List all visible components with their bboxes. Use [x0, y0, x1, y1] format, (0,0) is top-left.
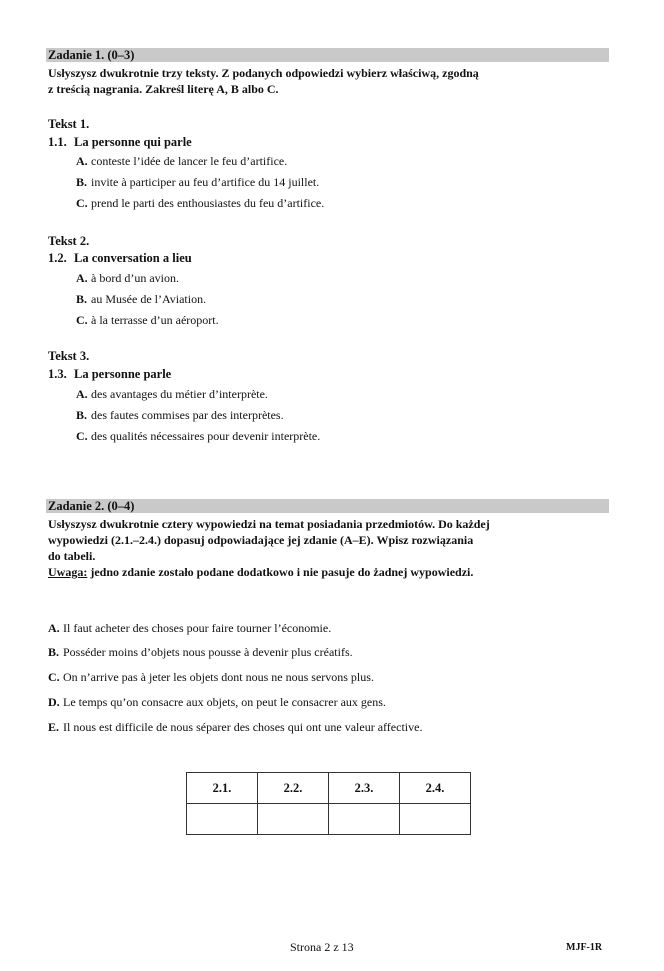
option-letter: A. — [76, 271, 88, 285]
statement-text: On n’arrive pas à jeter les objets dont nous ne nous servons plus. — [63, 670, 374, 684]
statement-e — [48, 720, 422, 735]
statement-text: Il faut acheter des choses pour faire tourner l’économie. — [63, 621, 332, 635]
option-letter: A. — [76, 387, 88, 401]
page-number: Strona 2 z 13 — [290, 940, 354, 954]
text1-title: Tekst 1. — [48, 117, 90, 131]
option-1-3-c[interactable] — [76, 429, 320, 444]
option-letter: B. — [76, 175, 88, 189]
task1-instruction — [48, 65, 608, 97]
task2-instruction-line3: do tabeli. — [48, 549, 96, 563]
task1-instruction-line2: z treścią nagrania. Zakreśl literę A, B albo C. — [48, 82, 279, 96]
question-1-3 — [48, 367, 171, 382]
answer-header-2-4: 2.4. — [400, 773, 471, 804]
option-text: conteste l’idée de lancer le feu d’artifice. — [91, 154, 288, 168]
option-letter: A. — [76, 154, 88, 168]
question-text: La conversation a lieu — [74, 251, 192, 265]
option-text: au Musée de l’Aviation. — [91, 292, 207, 306]
statement-letter: E. — [48, 720, 60, 734]
option-text: des qualités nécessaires pour devenir interprète. — [91, 429, 321, 443]
question-text: La personne qui parle — [74, 135, 192, 149]
option-letter: C. — [76, 313, 88, 327]
answer-cell-2-2[interactable] — [258, 804, 329, 835]
option-text: des avantages du métier d’interprète. — [91, 387, 268, 401]
answer-cell-2-1[interactable] — [187, 804, 258, 835]
statement-text: Posséder moins d’objets nous pousse à devenir plus créatifs. — [63, 645, 353, 659]
task2-header: Zadanie 2. (0–4) — [46, 499, 609, 513]
statement-letter: B. — [48, 645, 60, 659]
answer-header-2-1: 2.1. — [187, 773, 258, 804]
option-1-2-b[interactable] — [76, 292, 206, 307]
statement-letter: C. — [48, 670, 60, 684]
option-1-1-b[interactable] — [76, 175, 319, 190]
answer-table — [186, 772, 471, 835]
option-1-3-b[interactable] — [76, 408, 284, 423]
option-text: à la terrasse d’un aéroport. — [91, 313, 219, 327]
option-1-1-a[interactable] — [76, 154, 287, 169]
option-1-2-c[interactable] — [76, 313, 219, 328]
task2-instruction-line1: Usłyszysz dwukrotnie cztery wypowiedzi na temat posiadania przedmiotów. Do każdej — [48, 517, 490, 531]
answer-cell-2-3[interactable] — [329, 804, 400, 835]
statement-b — [48, 645, 353, 660]
task2-note — [48, 564, 608, 580]
text2-title: Tekst 2. — [48, 234, 90, 248]
option-letter: B. — [76, 292, 88, 306]
question-1-2 — [48, 251, 192, 266]
statement-d — [48, 695, 386, 710]
exam-code: MJF-1R — [566, 942, 603, 953]
option-text: prend le parti des enthousiastes du feu d’artifice. — [91, 196, 325, 210]
task1-header: Zadanie 1. (0–3) — [46, 48, 609, 62]
option-letter: C. — [76, 429, 88, 443]
answer-table-input-row — [187, 804, 471, 835]
statement-text: Le temps qu’on consacre aux objets, on peut le consacrer aux gens. — [63, 695, 386, 709]
option-letter: C. — [76, 196, 88, 210]
option-1-1-c[interactable] — [76, 196, 324, 211]
task1-instruction-line1: Usłyszysz dwukrotnie trzy teksty. Z podanych odpowiedzi wybierz właściwą, zgodną — [48, 66, 479, 80]
question-number: 1.3. — [48, 367, 67, 381]
option-1-2-a[interactable] — [76, 271, 179, 286]
task2-instruction-line2: wypowiedzi (2.1.–2.4.) dopasuj odpowiadające jej zdanie (A–E). Wpisz rozwiązania — [48, 533, 474, 547]
answer-cell-2-4[interactable] — [400, 804, 471, 835]
statement-text: Il nous est difficile de nous séparer des choses qui ont une valeur affective. — [63, 720, 423, 734]
statement-letter: A. — [48, 621, 60, 635]
answer-header-2-2: 2.2. — [258, 773, 329, 804]
statement-c — [48, 670, 374, 685]
option-text: à bord d’un avion. — [91, 271, 179, 285]
answer-table-header-row — [187, 773, 471, 804]
question-1-1 — [48, 135, 192, 150]
task2-instruction — [48, 516, 608, 580]
note-label: Uwaga: — [48, 565, 88, 579]
note-text: jedno zdanie zostało podane dodatkowo i nie pasuje do żadnej wypowiedzi. — [87, 565, 474, 579]
question-text: La personne parle — [74, 367, 172, 381]
text3-title: Tekst 3. — [48, 349, 90, 363]
option-text: des fautes commises par des interprètes. — [91, 408, 284, 422]
question-number: 1.2. — [48, 251, 67, 265]
statement-letter: D. — [48, 695, 60, 709]
option-text: invite à participer au feu d’artifice du 14 juillet. — [91, 175, 320, 189]
option-letter: B. — [76, 408, 88, 422]
answer-header-2-3: 2.3. — [329, 773, 400, 804]
statement-a — [48, 621, 331, 636]
question-number: 1.1. — [48, 135, 67, 149]
option-1-3-a[interactable] — [76, 387, 268, 402]
